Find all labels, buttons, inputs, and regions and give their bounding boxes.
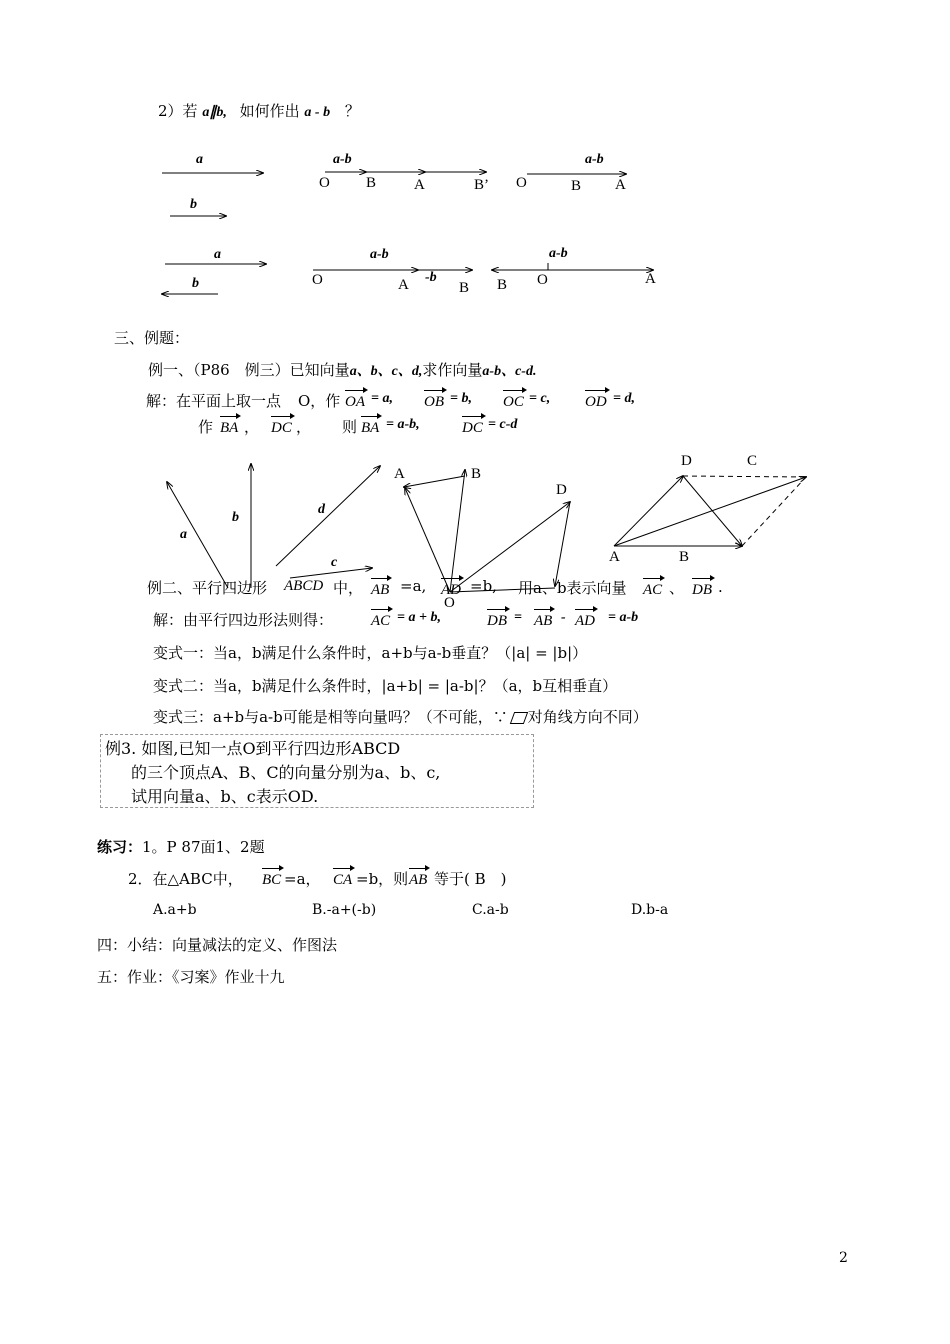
eq-a-minus-b: = a-b, xyxy=(386,417,420,432)
homework: 五：作业：《习案》作业十九 xyxy=(97,968,285,986)
ex2-eq-diff: = a-b xyxy=(608,610,639,625)
eq-c-minus-d: = c-d xyxy=(488,417,518,432)
example-1-ask: 求作向量 xyxy=(422,361,483,379)
ex2-vector-ac-2: AC xyxy=(371,613,391,629)
ex2-separator: 、 xyxy=(669,579,685,597)
fig2-label-d: d xyxy=(318,502,325,517)
parallelogram-icon xyxy=(510,712,528,724)
ex2-eq-b: =b, xyxy=(470,577,497,595)
point-a-4: A xyxy=(645,271,656,287)
ex2-eq-a: =a, xyxy=(400,577,427,595)
vector-ob-label: OB xyxy=(424,394,444,410)
label-minus-b: -b xyxy=(425,270,437,285)
vector-od-label: OD xyxy=(585,394,607,410)
example-2-text: 例二、平行四边形 xyxy=(147,579,268,597)
example-1-vecs: a-b、c-d. xyxy=(482,364,537,379)
page-number: 2 xyxy=(839,1250,848,1266)
point-b-2: B xyxy=(571,178,582,194)
point-b-4: B xyxy=(497,277,508,293)
examples-heading: 三、例题： xyxy=(114,329,190,347)
vector-ba xyxy=(404,476,465,487)
practice-eq-b: =b，则 xyxy=(356,870,409,888)
example-1-text: 例一、（P86 例三）已知向量 xyxy=(148,361,350,379)
ex2-vector-db-2: DB xyxy=(487,613,507,629)
solution-1-start: 解：在平面上取一点 xyxy=(146,392,282,410)
vector-d-ex1 xyxy=(276,466,380,566)
ex2-eq-sum: = a + b, xyxy=(397,610,441,625)
label-b: b xyxy=(190,197,197,212)
practice-eq-a: =a， xyxy=(284,870,321,888)
question-number: 2）若 xyxy=(158,102,198,120)
fig2-label-c: c xyxy=(331,555,338,570)
point-a-2: A xyxy=(615,177,626,193)
fig2-point-a: A xyxy=(394,466,405,482)
eq-c: = c, xyxy=(529,391,551,406)
point-a-3: A xyxy=(398,277,409,293)
question-ask: 如何作出 xyxy=(239,102,300,120)
practice-item-1: 1。P 87面1、2题 xyxy=(142,838,265,856)
para-point-d: D xyxy=(681,453,692,469)
label-a-minus-b-4: a-b xyxy=(549,246,568,261)
practice-item-2: 2．在△ABC中， xyxy=(128,870,243,888)
ex2-vector-ab: AB xyxy=(371,582,390,598)
example-1-vars: a、b、c、d, xyxy=(349,364,423,379)
variant-3-end: 对角线方向不同） xyxy=(527,708,648,726)
summary: 四：小结：向量减法的定义、作图法 xyxy=(97,936,338,954)
vector-dc-label-2: DC xyxy=(462,420,483,436)
vector-dc xyxy=(555,502,570,586)
para-dc xyxy=(683,476,806,477)
variant-3-text: 变式三：a+b与a-b可能是相等向量吗？（不可能，∵ xyxy=(153,708,508,726)
vector-oa-label: OA xyxy=(345,394,365,410)
ex2-vector-ad-2: AD xyxy=(575,613,595,629)
example-3-line-3: 试用向量a、b、c表示OD. xyxy=(131,787,319,806)
example-3-line-2: 的三个顶点A、B、C的向量分别为a、b、c, xyxy=(131,763,441,782)
question-condition: a∥b, xyxy=(202,105,227,120)
point-o-4: O xyxy=(537,272,548,288)
label-a: a xyxy=(196,152,203,167)
vector-ob xyxy=(450,470,465,592)
solution-1-o: O，作 xyxy=(298,392,341,410)
example-2-abcd: ABCD xyxy=(284,578,324,594)
label-a-2: a xyxy=(214,247,221,262)
ex2-eq: = xyxy=(514,610,522,625)
vector-dc-label: DC xyxy=(271,420,292,436)
point-o-3: O xyxy=(312,272,323,288)
para-point-c: C xyxy=(747,453,758,469)
vector-a-ex1 xyxy=(167,482,228,588)
variant-3 xyxy=(153,706,648,727)
fig2-point-d: D xyxy=(556,482,567,498)
fig2-label-b: b xyxy=(232,510,239,525)
fig2-point-o: O xyxy=(444,595,455,611)
para-bc xyxy=(742,477,806,546)
ex2-use-text: 用a、b表示向量 xyxy=(518,579,627,597)
comma-2: ， xyxy=(296,418,312,436)
fig2-label-a: a xyxy=(180,527,187,542)
para-point-b: B xyxy=(679,549,690,565)
eq-d: = d, xyxy=(613,391,635,406)
ex2-dot: . xyxy=(718,578,723,596)
eq-a: = a, xyxy=(371,391,393,406)
variant-1: 变式一：当a，b满足什么条件时，a+b与a-b垂直？（|a| = |b|） xyxy=(153,644,588,662)
option-b: B.-a+(-b) xyxy=(312,902,377,918)
variant-2: 变式二：当a，b满足什么条件时，|a+b| = |a-b|？（a，b互相垂直） xyxy=(153,677,618,695)
option-d: D.b-a xyxy=(631,902,669,918)
example-1 xyxy=(148,359,536,380)
practice-question: 等于( B ) xyxy=(434,870,507,888)
example-3-box xyxy=(100,734,534,808)
vector-oc-label: OC xyxy=(503,394,524,410)
ex2-vector-ad: AD xyxy=(441,582,461,598)
para-point-a: A xyxy=(609,549,620,565)
point-b-prime: B’ xyxy=(474,177,489,193)
question-expr: a - b xyxy=(304,105,331,120)
label-a-minus-b-2: a-b xyxy=(585,152,604,167)
ex2-minus: - xyxy=(561,610,566,625)
question-mark: ？ xyxy=(344,102,360,120)
option-c: C.a-b xyxy=(472,902,509,918)
point-b-1: B xyxy=(366,175,377,191)
point-a-1: A xyxy=(414,177,425,193)
eq-b: = b, xyxy=(450,391,472,406)
para-ac xyxy=(614,477,806,546)
point-b-3: B xyxy=(459,280,470,296)
vector-ba-label: BA xyxy=(220,420,239,436)
practice-label: 练习： xyxy=(97,838,143,856)
point-o-2: O xyxy=(516,175,527,191)
option-a: A.a+b xyxy=(153,902,197,918)
ex2-vector-db: DB xyxy=(692,582,712,598)
vector-ba-label-2: BA xyxy=(361,420,380,436)
example-2-zhong: 中， xyxy=(333,579,364,597)
point-o-1: O xyxy=(319,175,330,191)
comma-1: ， xyxy=(244,418,260,436)
label-a-minus-b-3: a-b xyxy=(370,247,389,262)
para-db xyxy=(683,476,742,546)
fig2-point-b: B xyxy=(471,466,482,482)
example-3-line-1: 例3. 如图,已知一点O到平行四边形ABCD xyxy=(105,739,401,758)
practice-vector-bc: BC xyxy=(262,872,282,888)
label-a-minus-b-1: a-b xyxy=(333,152,352,167)
ze-text: 则 xyxy=(342,418,358,436)
practice-1 xyxy=(97,836,265,857)
practice-vector-ca: CA xyxy=(333,872,353,888)
ex2-vector-ac: AC xyxy=(643,582,663,598)
para-ad xyxy=(614,476,683,546)
label-b-2: b xyxy=(192,276,199,291)
practice-vector-ab: AB xyxy=(409,872,428,888)
zuo-text: 作 xyxy=(198,418,214,436)
ex2-solution: 解：由平行四边形法则得： xyxy=(153,611,334,629)
ex2-vector-ab-2: AB xyxy=(534,613,553,629)
